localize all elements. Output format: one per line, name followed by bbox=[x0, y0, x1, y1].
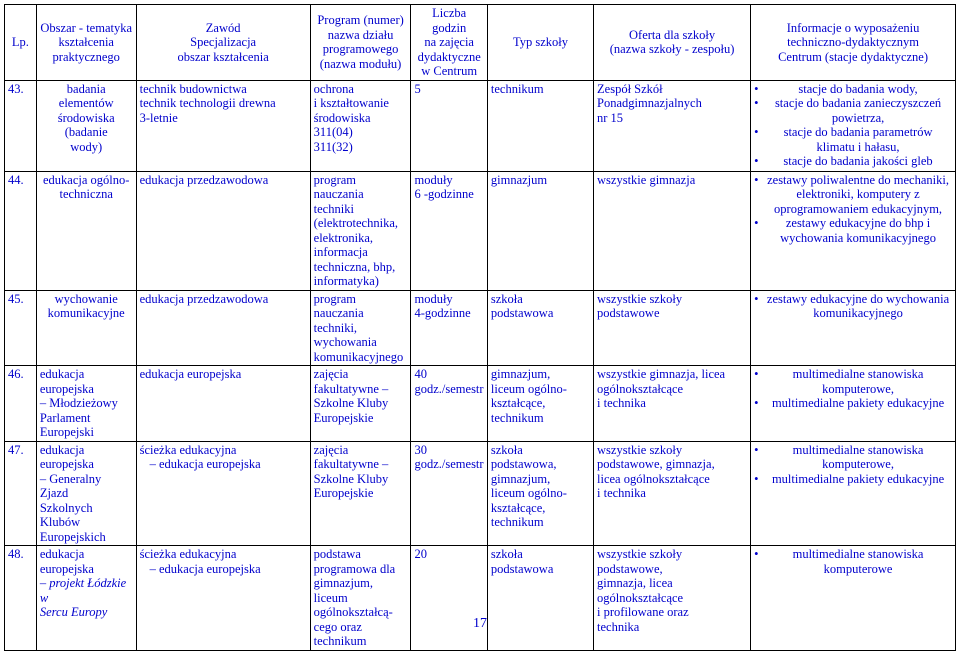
offer-cell: wszystkie gimnazja bbox=[594, 171, 751, 290]
header-info: Informacje o wyposażeniu techniczno-dydaktycznym Centrum (stacje dydaktyczne) bbox=[751, 5, 956, 81]
hours-cell: 20 bbox=[411, 546, 487, 651]
table-row bbox=[5, 546, 956, 651]
hours-cell: moduły 4-godzinne bbox=[411, 290, 487, 366]
table-row bbox=[5, 290, 956, 366]
header-profession: Zawód Specjalizacja obszar kształcenia bbox=[136, 5, 310, 81]
list-item: • zestawy edukacyjne do bhp i wychowania komunikacyjnego bbox=[754, 216, 952, 245]
hours-cell: moduły 6 -godzinne bbox=[411, 171, 487, 290]
offer-cell: wszystkie szkoły podstawowe bbox=[594, 290, 751, 366]
profession-cell: ścieżka edukacyjna – edukacja europejska bbox=[136, 441, 310, 546]
list-item: • multimedialne stanowiska komputerowe, bbox=[754, 443, 952, 472]
list-item: • multimedialne stanowiska komputerowe bbox=[754, 547, 952, 576]
row-number: 47. bbox=[5, 441, 37, 546]
row-number: 45. bbox=[5, 290, 37, 366]
program-cell: program nauczania techniki (elektrotechnika, elektronika, informacja techniczna, bhp, informatyka) bbox=[310, 171, 411, 290]
header-hours: Liczba godzin na zajęcia dydaktyczne w Centrum bbox=[411, 5, 487, 81]
area-cell: badania elementów środowiska (badanie wody) bbox=[36, 80, 136, 171]
offer-cell: wszystkie szkoły podstawowe, gimnazja, licea ogólnokształcące i profilowane oraz technika bbox=[594, 546, 751, 651]
list-item: • stacje do badania wody, bbox=[754, 82, 952, 97]
info-cell bbox=[751, 171, 956, 290]
hours-cell: 30 godz./semestr bbox=[411, 441, 487, 546]
school-type-cell: gimnazjum, liceum ogólno- kształcące, technikum bbox=[487, 366, 593, 442]
info-cell bbox=[751, 441, 956, 546]
info-cell bbox=[751, 290, 956, 366]
area-cell: edukacja europejska – Młodzieżowy Parlament Europejski bbox=[36, 366, 136, 442]
area-cell: wychowanie komunikacyjne bbox=[36, 290, 136, 366]
header-school-type: Typ szkoły bbox=[487, 5, 593, 81]
school-type-cell: technikum bbox=[487, 80, 593, 171]
header-program: Program (numer) nazwa działu programowego (nazwa modułu) bbox=[310, 5, 411, 81]
profession-cell: technik budownictwa technik technologii drewna 3-letnie bbox=[136, 80, 310, 171]
list-item: • stacje do badania jakości gleb bbox=[754, 154, 952, 169]
row-number: 43. bbox=[5, 80, 37, 171]
program-cell: podstawa programowa dla gimnazjum, liceum ogólnokształcą- cego oraz technikum bbox=[310, 546, 411, 651]
list-item: • multimedialne pakiety edukacyjne bbox=[754, 396, 952, 411]
area-cell: edukacja europejska – Generalny Zjazd Szkolnych Klubów Europejskich bbox=[36, 441, 136, 546]
table-row bbox=[5, 80, 956, 171]
info-cell bbox=[751, 546, 956, 651]
school-type-cell: szkoła podstawowa, gimnazjum, liceum ogólno- kształcące, technikum bbox=[487, 441, 593, 546]
list-item: • stacje do badania zanieczyszczeń powietrza, bbox=[754, 96, 952, 125]
list-item: • multimedialne pakiety edukacyjne bbox=[754, 472, 952, 487]
profession-cell: edukacja przedzawodowa bbox=[136, 171, 310, 290]
offer-cell: Zespół Szkół Ponadgimnazjalnych nr 15 bbox=[594, 80, 751, 171]
school-type-cell: szkoła podstawowa bbox=[487, 290, 593, 366]
school-type-cell: szkoła podstawowa bbox=[487, 546, 593, 651]
header-offer: Oferta dla szkoły (nazwa szkoły - zespołu) bbox=[594, 5, 751, 81]
page-number: 17 bbox=[473, 616, 487, 631]
info-cell bbox=[751, 366, 956, 442]
header-area: Obszar - tematyka kształcenia praktycznego bbox=[36, 5, 136, 81]
header-row bbox=[5, 5, 956, 81]
program-cell: program nauczania techniki, wychowania komunikacyjnego bbox=[310, 290, 411, 366]
list-item: • multimedialne stanowiska komputerowe, bbox=[754, 367, 952, 396]
header-lp: Lp. bbox=[5, 5, 37, 81]
row-number: 46. bbox=[5, 366, 37, 442]
table-row bbox=[5, 441, 956, 546]
school-type-cell: gimnazjum bbox=[487, 171, 593, 290]
list-item: • zestawy edukacyjne do wychowania komunikacyjnego bbox=[754, 292, 952, 321]
profession-cell: edukacja europejska bbox=[136, 366, 310, 442]
row-number: 44. bbox=[5, 171, 37, 290]
table-row bbox=[5, 171, 956, 290]
area-cell: edukacja europejska – projekt Łódzkie w Sercu Europy bbox=[36, 546, 136, 651]
offer-cell: wszystkie gimnazja, licea ogólnokształcące i technika bbox=[594, 366, 751, 442]
list-item: • stacje do badania parametrów klimatu i hałasu, bbox=[754, 125, 952, 154]
profession-cell: edukacja przedzawodowa bbox=[136, 290, 310, 366]
area-cell: edukacja ogólno- techniczna bbox=[36, 171, 136, 290]
hours-cell: 40 godz./semestr bbox=[411, 366, 487, 442]
program-cell: zajęcia fakultatywne – Szkolne Kluby Europejskie bbox=[310, 366, 411, 442]
list-item: • zestawy poliwalentne do mechaniki, elektroniki, komputery z oprogramowaniem edukacyjnym, bbox=[754, 173, 952, 217]
row-number: 48. bbox=[5, 546, 37, 651]
hours-cell: 5 bbox=[411, 80, 487, 171]
profession-cell: ścieżka edukacyjna – edukacja europejska bbox=[136, 546, 310, 651]
offer-cell: wszystkie szkoły podstawowe, gimnazja, licea ogólnokształcące i technika bbox=[594, 441, 751, 546]
info-cell bbox=[751, 80, 956, 171]
program-cell: ochrona i kształtowanie środowiska 311(04) 311(32) bbox=[310, 80, 411, 171]
curriculum-table bbox=[4, 4, 956, 651]
program-cell: zajęcia fakultatywne – Szkolne Kluby Europejskie bbox=[310, 441, 411, 546]
table-row bbox=[5, 366, 956, 442]
